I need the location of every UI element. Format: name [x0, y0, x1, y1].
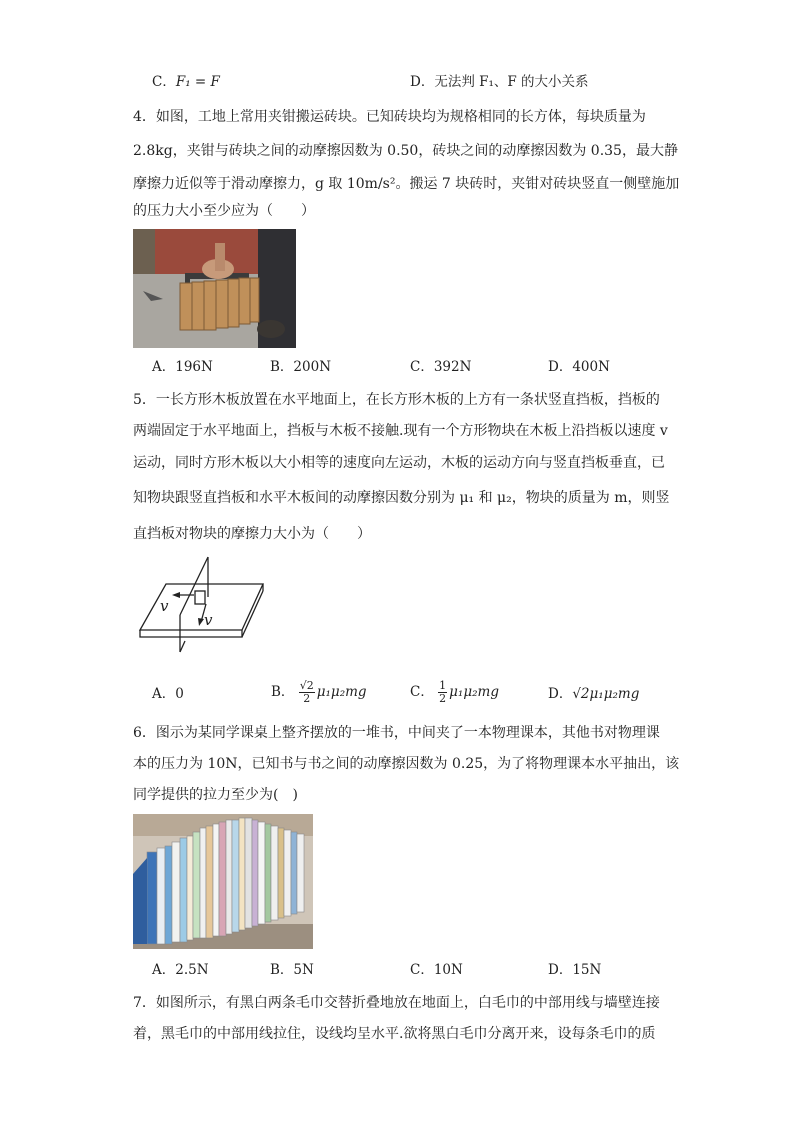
q4-option-d: D．400N — [548, 359, 610, 375]
q5-option-c — [410, 680, 499, 705]
q4-option-c: C．392N — [410, 359, 472, 375]
q5-option-b — [271, 680, 367, 705]
q5-option-b-fraction — [299, 680, 315, 705]
q4-line-4: 的压力大小至少应为（ ） — [133, 203, 315, 219]
q4-line-2: 2.8kg，夹钳与砖块之间的动摩擦因数为 0.50，砖块之间的动摩擦因数为 0.35，最大静 — [133, 143, 678, 159]
book-stack-photo — [133, 814, 313, 949]
q5-option-c-numerator: 1 — [439, 679, 447, 692]
q5-option-c-denominator: 2 — [439, 692, 447, 705]
q5-option-d-label: D． — [548, 686, 573, 702]
q6-line-2: 本的压力为 10N，已知书与书之间的动摩擦因数为 0.25，为了将物理课本水平抽出，该 — [133, 756, 680, 772]
q6-option-d: D．15N — [548, 962, 602, 978]
q5-option-c-label: C． — [410, 684, 434, 700]
q5-option-b-numerator: √2 — [299, 679, 314, 692]
q5-line-3: 运动，同时方形木板以大小相等的速度向左运动，木板的运动方向与竖直挡板垂直，已 — [133, 455, 665, 471]
q4-line-3: 摩擦力近似等于滑动摩擦力，g 取 10m/s²。搬运 7 块砖时，夹钳对砖块竖直一侧壁施加 — [133, 176, 680, 192]
q6-option-b: B．5N — [270, 962, 314, 978]
q3-option-d: D．无法判 F₁、F 的大小关系 — [410, 74, 589, 90]
q5-option-c-fraction — [438, 680, 447, 705]
q5-option-c-expr: μ₁μ₂mg — [449, 684, 499, 700]
board-baffle-diagram — [136, 553, 266, 655]
q5-line-4: 知物块跟竖直挡板和水平木板间的动摩擦因数分别为 μ₁ 和 μ₂，物块的质量为 m，则竖 — [133, 490, 670, 506]
q5-line-1: 5．一长方形木板放置在水平地面上，在长方形木板的上方有一条状竖直挡板，挡板的 — [133, 392, 660, 408]
q6-option-c: C．10N — [410, 962, 463, 978]
q3-option-c — [152, 72, 220, 92]
q4-option-b: B．200N — [270, 359, 332, 375]
q6-option-a: A．2.5N — [152, 962, 209, 978]
q3-option-c-label: C． — [152, 74, 176, 90]
q6-line-1: 6．图示为某同学课桌上整齐摆放的一堆书，中间夹了一本物理课本，其他书对物理课 — [133, 725, 660, 741]
q7-line-2: 着，黑毛巾的中部用线拉住，设线均呈水平.欲将黑白毛巾分离开来，设每条毛巾的质 — [133, 1026, 656, 1042]
q5-option-b-denominator: 2 — [303, 692, 311, 705]
q5-option-b-label: B． — [271, 684, 295, 700]
brick-clamp-photo — [133, 229, 296, 348]
diagram-label-v-left: v — [160, 597, 169, 615]
q5-line-2: 两端固定于水平地面上，挡板与木板不接触.现有一个方形物块在木板上沿挡板以速度 v — [133, 423, 668, 439]
q7-line-1: 7．如图所示，有黑白两条毛巾交替折叠地放在地面上，白毛巾的中部用线与墙壁连接 — [133, 995, 660, 1011]
q4-option-a: A．196N — [152, 359, 213, 375]
q5-option-d — [548, 684, 639, 704]
q4-line-1: 4．如图，工地上常用夹钳搬运砖块。已知砖块均为规格相同的长方体，每块质量为 — [133, 109, 646, 125]
q5-option-d-expr: √2μ₁μ₂mg — [572, 686, 640, 702]
q6-line-3: 同学提供的拉力至少为( ) — [133, 787, 298, 803]
q5-option-b-expr: μ₁μ₂mg — [316, 684, 367, 700]
q5-line-5: 直挡板对物块的摩擦力大小为（ ） — [133, 526, 371, 542]
diagram-label-v-down: v — [204, 611, 213, 629]
q3-option-c-expr: F₁ = F — [175, 74, 220, 90]
q5-option-a: A．0 — [152, 686, 184, 702]
